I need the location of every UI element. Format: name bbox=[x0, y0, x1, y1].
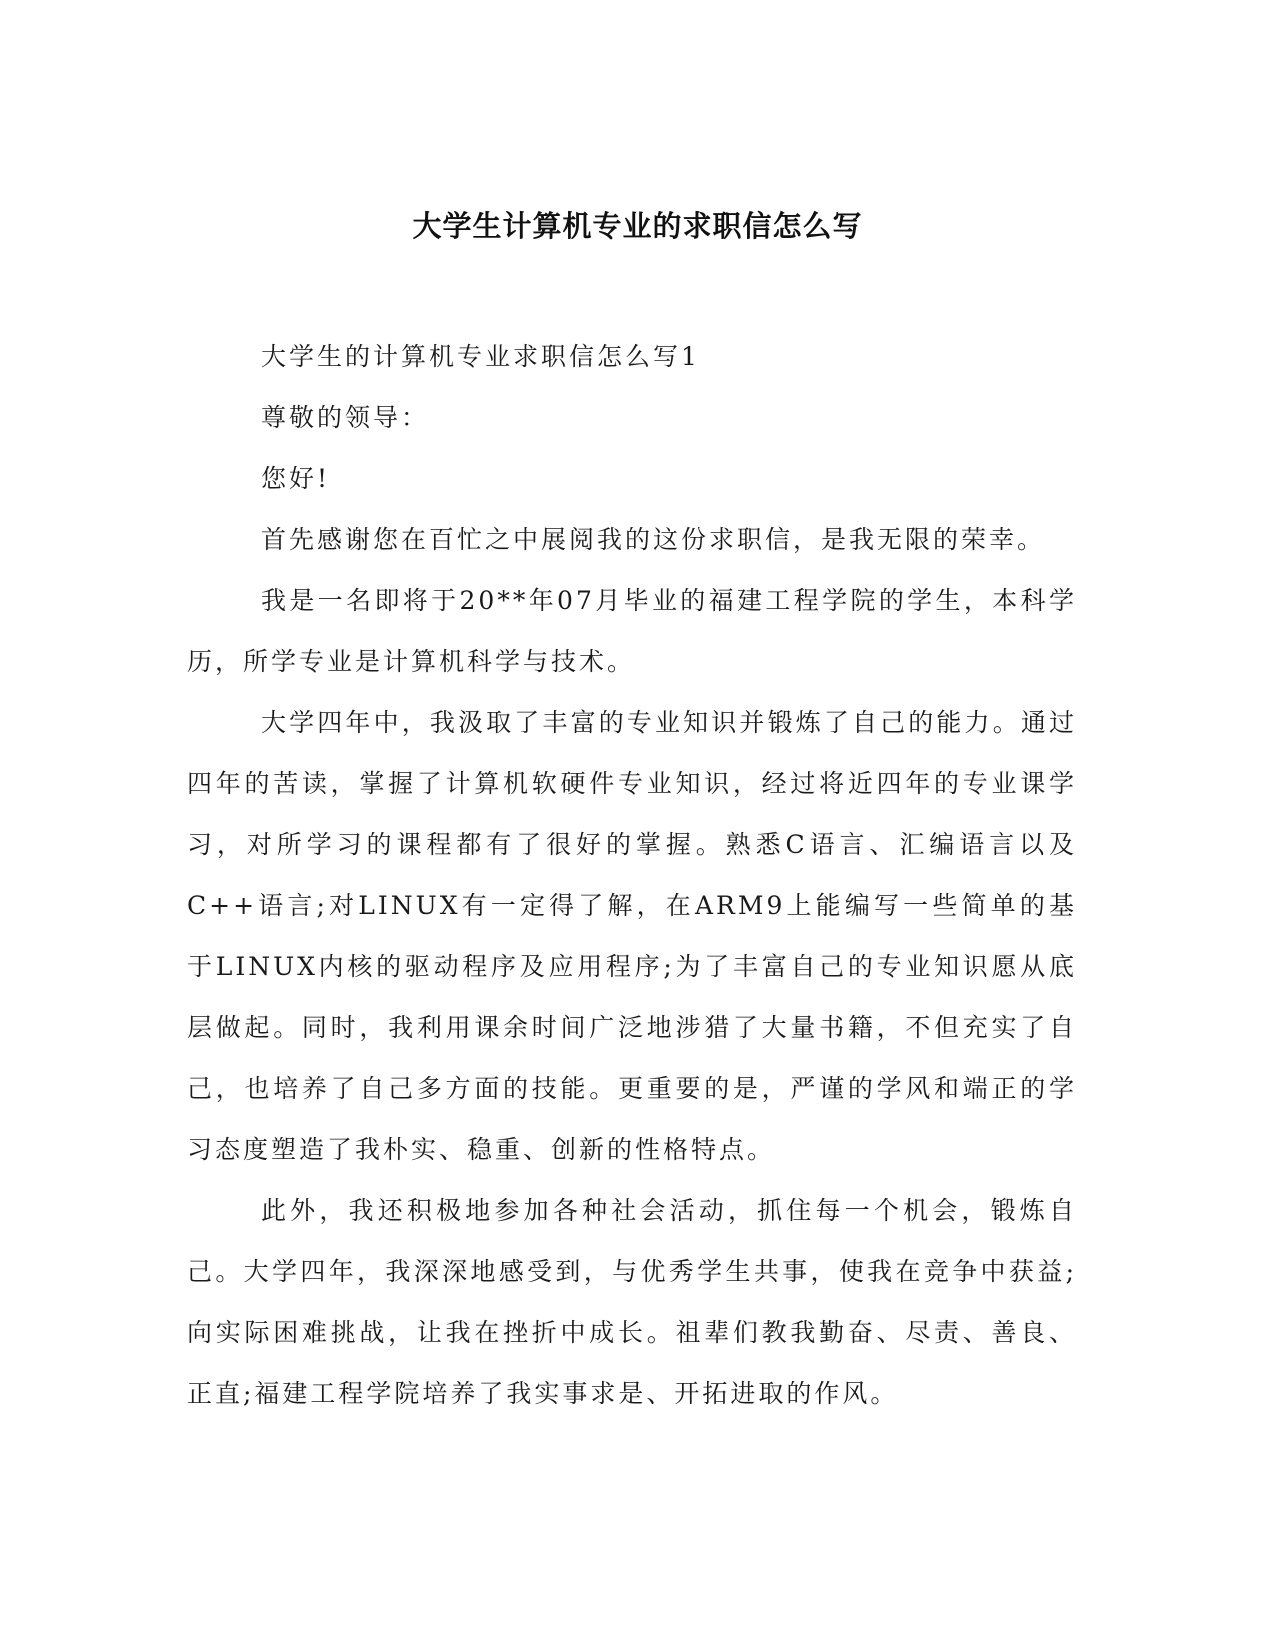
section-heading: 大学生的计算机专业求职信怎么写1 bbox=[261, 342, 700, 371]
document-body bbox=[187, 326, 1077, 1424]
salutation: 尊敬的领导： bbox=[261, 403, 430, 432]
greeting: 您好! bbox=[261, 464, 331, 493]
body-paragraph: 大学四年中，我汲取了丰富的专业知识并锻炼了自己的能力。通过四年的苦读，掌握了计算机软硬件专业知识，经过将近四年的专业课学习，对所学习的课程都有了很好的掌握。熟悉C语言、汇编语言以及C++语言;对LINUX有一定得了解，在ARM9上能编写一些简单的基于LINUX内核的驱动程序及应用程序;为了丰富自己的专业知识愿从底层做起。同时，我利用课余时间广泛地涉猎了大量书籍，不但充实了自己，也培养了自己多方面的技能。更重要的是，严谨的学风和端正的学习态度塑造了我朴实、稳重、创新的性格特点。 bbox=[187, 708, 1077, 1164]
body-paragraph: 此外，我还积极地参加各种社会活动，抓住每一个机会，锻炼自己。大学四年，我深深地感受到，与优秀学生共事，使我在竞争中获益;向实际困难挑战，让我在挫折中成长。祖辈们教我勤奋、尽责、善良、正直;福建工程学院培养了我实事求是、开拓进取的作风。 bbox=[187, 1196, 1077, 1408]
document-title: 大学生计算机专业的求职信怎么写 bbox=[412, 209, 863, 243]
body-paragraph: 首先感谢您在百忙之中展阅我的这份求职信，是我无限的荣幸。 bbox=[261, 525, 1046, 554]
body-paragraph: 我是一名即将于20**年07月毕业的福建工程学院的学生，本科学历，所学专业是计算机科学与技术。 bbox=[187, 586, 1077, 676]
